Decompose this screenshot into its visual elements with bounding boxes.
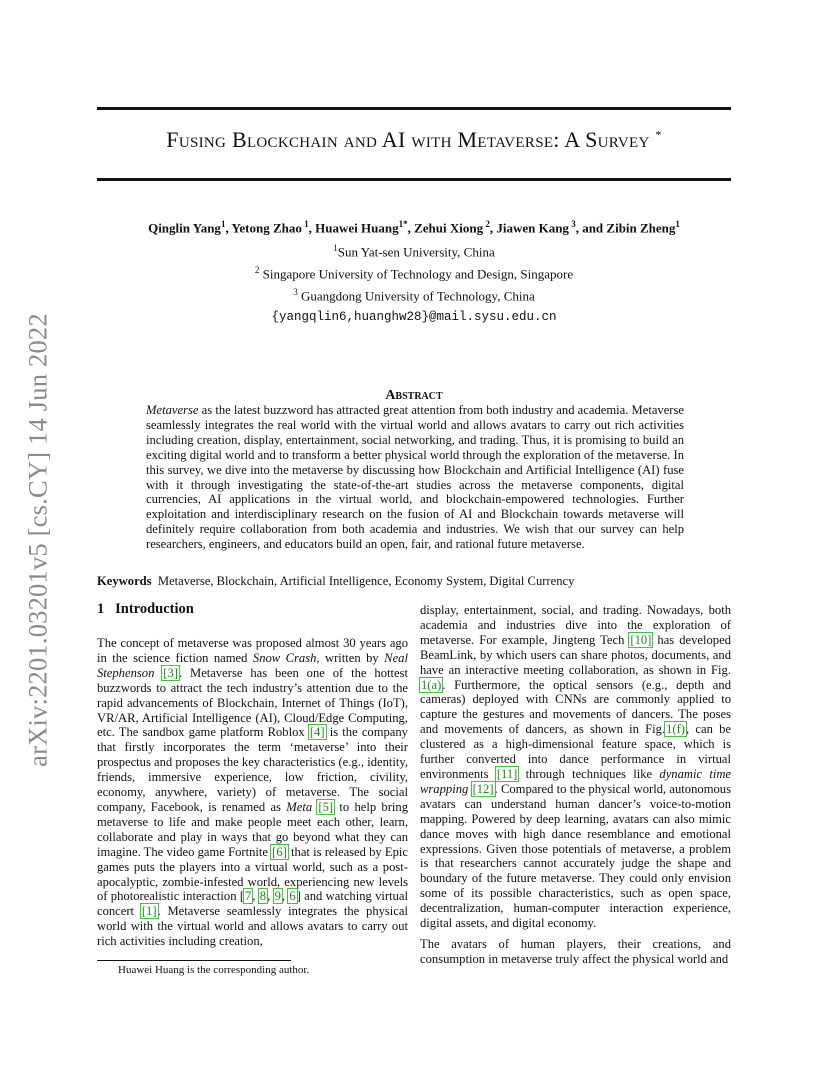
technique-name: dynamic time wrapping	[420, 766, 732, 796]
text-run: ,	[281, 889, 289, 904]
citation-link[interactable]: [5]	[318, 799, 334, 814]
text-run: . Compared to the physical world, autonomous avatars can understand human dancer’s voice-to-motion mapping. Powered by deep learning, avatars can also mimic dance moves with high dance resemblance and emotional expressions. Given those potentials of metaverse, a problem is that researchers cannot accurately judge the shape and boundary of the future metaverse. They could only envision some of its possible characteristics, such as open space, decentralization, human-computer interaction experience, digital assets, and digital economy.	[420, 781, 731, 931]
author: Yetong Zhao	[231, 220, 302, 236]
text-run: through techniques like	[518, 766, 660, 781]
abstract-text: as the latest buzzword has attracted great attention from both industry and academia. Metaverse seamlessly integrates the real world with the virtual world and allows avatars to carry out rich activities including creation, display, entertainment, social networking, and trading. Thus, it is promising to build an exciting digital world and to transform a better physical world through the exploration of the metaverse. In this survey, we dive into the metaverse by discussing how Blockchain and Artificial Intelligence (AI) fuse with it through investigating the state-of-the-art studies across the metaverse components, digital currencies, AI applications in the virtual world, and blockchain-empowered technologies. Further exploitation and interdisciplinary research on the fusion of AI and Blockchain towards metaverse will definitely require collaboration from both academia and industries. We wish that our survey can help researchers, engineers, and educators build an open, fair, and rational future metaverse.	[146, 403, 684, 552]
section-heading	[97, 601, 194, 618]
affil-mark: 2	[254, 265, 260, 275]
author-affil-mark: 3	[568, 219, 576, 229]
figure-link[interactable]: 1(f)	[666, 722, 686, 737]
text-run: , can be clustered as a high-dimensional feature space, which is further converted into dance performance in virtual environments	[420, 722, 731, 781]
author-separator: ,	[225, 220, 232, 236]
footnote-rule	[97, 960, 291, 961]
text-run: , written by	[316, 650, 385, 665]
intro-paragraph	[97, 636, 408, 949]
text-run: to help bring metaverse to life and make people meet each other, learn, collaborate and play in ways that go beyond what they can imagine. The video game Fortnite	[97, 799, 408, 859]
contact-email: {yangqlin6,huanghw28}@mail.sysu.edu.cn	[271, 310, 557, 324]
text-run: is the company that firstly incorporates the term ‘metaverse’ into their prospectus and proposes the key characteristics (e.g., identity, friends, immersive experience, low friction, civility, economy, anywhere, variety) of metaverse. The social company, Facebook, is renamed as	[97, 725, 408, 814]
author-affil-mark: 1	[220, 219, 226, 229]
text-run: has developed BeamLink, by which users can share photos, documents, and have an interactive meeting collaboration, as shown in Fig.	[420, 632, 731, 677]
keywords-label: Keywords	[97, 574, 152, 588]
intro-column-left	[97, 636, 408, 949]
affil-mark: 1	[333, 243, 338, 253]
title-bottom-rule	[97, 178, 731, 181]
text-run: that is released by Epic games puts the players into a virtual world, such as a post-apocalyptic, zombie-infested world, experiencing new levels of photorealistic interaction [	[97, 844, 408, 904]
title-top-rule	[97, 107, 731, 110]
citation-link[interactable]: [4]	[309, 725, 325, 740]
abstract-body	[146, 403, 684, 552]
affil-text: Guangdong University of Technology, China	[297, 288, 535, 304]
author-separator: ,	[407, 220, 415, 236]
author: Zehui Xiong	[414, 220, 484, 236]
author-affil-mark: 1	[675, 219, 680, 229]
citation-link[interactable]: [6]	[272, 844, 287, 859]
author: Zibin Zheng	[606, 220, 676, 236]
citation-link[interactable]: 7	[245, 889, 252, 904]
author: Huawei Huang	[315, 220, 399, 236]
company-name: Meta	[286, 799, 313, 814]
text-run: . Metaverse has been one of the hottest buzzwords to attract the tech industry’s attention due to the rapid advancements of Blockchain, Internet of Things (IoT), VR/AR, Artificial Intelligence (AI), Cloud/Edge Computing, etc. The sandbox game platform Roblox	[97, 665, 408, 740]
title-footnote-mark: *	[655, 127, 662, 142]
citation-link[interactable]: [11]	[496, 766, 518, 781]
author-separator: ,	[308, 220, 316, 236]
section-title: Introduction	[115, 601, 194, 617]
abstract-lead-term: Metaverse	[146, 403, 199, 417]
affiliation	[97, 243, 731, 260]
citation-link[interactable]: [10]	[630, 632, 652, 647]
author-affil-mark: 2	[483, 219, 490, 229]
author: Jiawen Kang	[496, 220, 569, 236]
arxiv-identifier: arXiv:2201.03201v5 [cs.CY] 14 Jun 2022	[22, 313, 53, 767]
text-run: . Metaverse seamlessly integrates the physical world with the virtual world and allows avatars to carry out rich activities including creation,	[97, 904, 408, 949]
paper-title-text: Fusing Blockchain and AI with Metaverse: A Survey	[166, 127, 650, 152]
author-separator: ,	[489, 220, 497, 236]
section-number: 1	[97, 601, 105, 617]
citation-link[interactable]: 8	[259, 889, 267, 904]
keywords-line	[97, 574, 731, 589]
affiliation	[97, 265, 731, 282]
affil-text: Sun Yat-sen University, China	[337, 244, 495, 260]
affil-mark: 3	[293, 287, 298, 297]
text-run: . Furthermore, the optical sensors (e.g., depth and cameras) deployed with CNNs are commonly applied to capture the gestures and movements of dancers. The poses and movements of dancers, as shown in Fig.	[420, 677, 731, 737]
citation-link[interactable]: 6	[289, 889, 296, 904]
intro-paragraph: The avatars of human players, their creations, and consumption in metaverse truly affect the physical world and	[420, 936, 731, 966]
intro-column-right	[420, 603, 731, 967]
intro-paragraph	[420, 603, 731, 931]
text-run: ,	[252, 889, 259, 904]
keywords-text: Metaverse, Blockchain, Artificial Intelligence, Economy System, Digital Currency	[157, 574, 575, 588]
text-run: ,	[267, 889, 274, 904]
author-name: Neal Stephenson	[97, 650, 408, 680]
author-separator: , and	[575, 220, 607, 236]
text-run: display, entertainment, social, and trading. Nowadays, both academia and industries dive into the exploration of metaverse. For example, Jingteng Tech	[420, 603, 731, 647]
figure-link[interactable]: 1(a)	[421, 677, 442, 692]
paper-title	[97, 127, 731, 153]
text-run: The concept of metaverse was proposed almost 30 years ago in the science fiction named	[97, 636, 408, 665]
citation-link[interactable]: [1]	[141, 904, 157, 919]
citation-link[interactable]: [3]	[163, 665, 178, 680]
affil-text: Singapore University of Technology and Design, Singapore	[259, 266, 574, 282]
author-affil-mark: 1	[301, 219, 309, 229]
author: Qinglin Yang	[148, 220, 221, 236]
author-list	[97, 219, 731, 236]
abstract-heading: Abstract	[385, 388, 443, 403]
citation-link[interactable]: [12]	[472, 781, 494, 796]
affiliation	[97, 287, 731, 304]
book-title: Snow Crash	[252, 650, 317, 665]
citation-link[interactable]: 9	[274, 889, 281, 904]
footnote: Huawei Huang is the corresponding author.	[118, 964, 310, 976]
author-affil-mark: 1*	[398, 219, 408, 229]
text-run: ] and watching virtual concert	[97, 889, 408, 919]
